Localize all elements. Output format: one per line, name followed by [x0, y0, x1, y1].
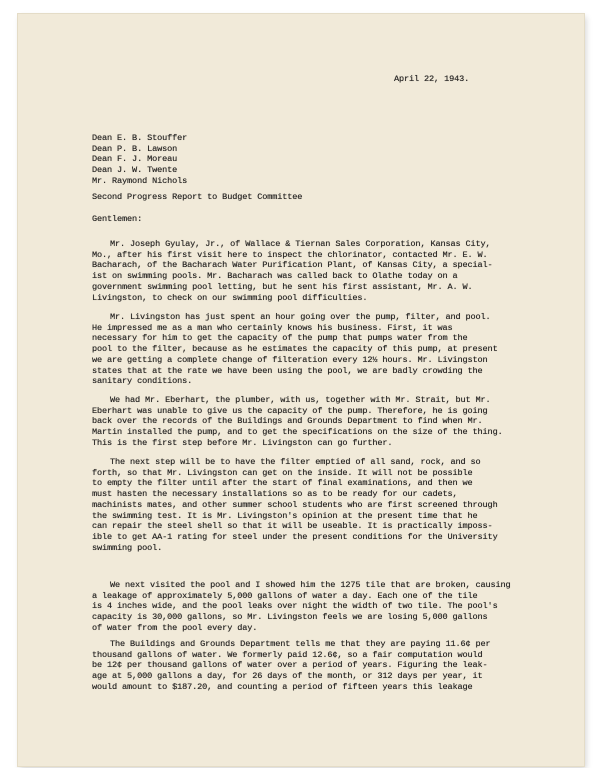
letter-subject: Second Progress Report to Budget Committee: [92, 192, 303, 202]
recipient-line: Dean P. B. Lawson: [92, 143, 178, 154]
paragraph-line: thousand gallons of water. We formerly paid 12.6¢, so a fair computation would: [92, 649, 483, 660]
paragraph-line: be 12¢ per thousand gallons of water over a period of years. Figuring the leak-: [92, 660, 488, 671]
paragraph-line: pool to the filter, because as he estimates the capacity of this pump, at present: [92, 344, 498, 355]
body-paragraph: [92, 457, 498, 553]
paragraph-line: age at 5,000 gallons a day, for 26 days of the month, or 312 days per year, it: [92, 671, 483, 682]
paragraph-line: states that at the rate we have been using the pool, we are badly crowding the: [92, 365, 483, 376]
recipient-line: Mr. Raymond Nichols: [92, 175, 188, 186]
recipient-list: [92, 133, 187, 187]
paragraph-line: the swimming test. It is Mr. Livingston's opinion at the present time that he: [92, 510, 478, 521]
paragraph-line: of water from the pool every day.: [92, 622, 258, 633]
recipient-line: Dean J. W. Twente: [92, 165, 178, 176]
paragraph-line: Eberhart was unable to give us the capacity of the pump. Therefore, he is going: [92, 405, 488, 416]
paragraph-line: ible to get AA-1 rating for steel under the present conditions for the University: [92, 531, 498, 542]
paragraph-line: Livingston, to check on our swimming pool difficulties.: [92, 292, 368, 303]
paragraph-line: must hasten the necessary installations so as to be ready for our cadets,: [92, 489, 458, 500]
paragraph-line: He impressed me as a man who certainly knows his business. First, it was: [92, 322, 453, 333]
paragraph-line: a leakage of approximately 5,000 gallons of water a day. Each one of the tile: [92, 590, 478, 601]
paragraph-line: Mr. Livingston has just spent an hour going over the pump, filter, and pool.: [110, 312, 491, 322]
letter-page: [18, 14, 584, 766]
paragraph-line: necessary for him to get the capacity of the pump that pumps water from the: [92, 333, 468, 344]
recipient-line: Dean F. J. Moreau: [92, 154, 178, 165]
paragraph-line: back over the records of the Buildings and Grounds Department to find when Mr.: [92, 416, 483, 427]
paragraph-line: capacity is 30,000 gallons, so Mr. Livingston feels we are losing 5,000 gallons: [92, 612, 488, 623]
paragraph-line: we are getting a complete change of filteration every 12½ hours. Mr. Livingston: [92, 354, 488, 365]
paragraph-line: would amount to $187.20, and counting a period of fifteen years this leakage: [92, 681, 473, 692]
paragraph-line: forth, so that Mr. Livingston can get on the inside. It will not be possible: [92, 467, 473, 478]
paragraph-line: The next step will be to have the filter emptied of all sand, rock, and so: [110, 457, 481, 467]
paragraph-line: government swimming pool letting, but he sent his first assistant, Mr. A. W.: [92, 281, 473, 292]
paragraph-line: Mo., after his first visit here to inspect the chlorinator, contacted Mr. E. W.: [92, 249, 488, 260]
body-paragraph: [92, 580, 511, 634]
recipient-line: Dean E. B. Stouffer: [92, 133, 188, 143]
paragraph-line: We had Mr. Eberhart, the plumber, with us, together with Mr. Strait, but Mr.: [110, 395, 491, 405]
paragraph-line: sanitary conditions.: [92, 376, 193, 387]
paragraph-line: The Buildings and Grounds Department tells me that they are paying 11.6¢ per: [110, 639, 491, 649]
paragraph-line: ist on swimming pools. Mr. Bacharach was called back to Olathe today on a: [92, 271, 458, 282]
paragraph-line: Bacharach, of the Bacharach Water Purification Plant, of Kansas City, a special-: [92, 260, 493, 271]
paragraph-line: is 4 inches wide, and the pool leaks over night the width of two tile. The pool's: [92, 601, 498, 612]
body-paragraph: [92, 312, 498, 387]
body-paragraph: [92, 639, 491, 693]
paragraph-line: We next visited the pool and I showed him the 1275 tile that are broken, causing: [110, 580, 511, 590]
paragraph-line: Martin installed the pump, and to get the specifications on the size of the thing.: [92, 427, 503, 438]
body-paragraph: [92, 395, 503, 449]
paragraph-line: can repair the steel shell so that it will be useable. It is practically imposs-: [92, 521, 493, 532]
body-paragraph: [92, 239, 493, 303]
paragraph-line: swimming pool.: [92, 542, 163, 553]
letter-date: April 22, 1943.: [394, 74, 470, 84]
letter-salutation: Gentlemen:: [92, 214, 143, 224]
paragraph-line: to empty the filter until after the start of final examinations, and then we: [92, 478, 473, 489]
paragraph-line: This is the first step before Mr. Livingston can go further.: [92, 437, 393, 448]
paragraph-line: machinists mates, and other summer school students who are first screened through: [92, 499, 498, 510]
paragraph-line: Mr. Joseph Gyulay, Jr., of Wallace & Tiernan Sales Corporation, Kansas City,: [110, 239, 491, 249]
